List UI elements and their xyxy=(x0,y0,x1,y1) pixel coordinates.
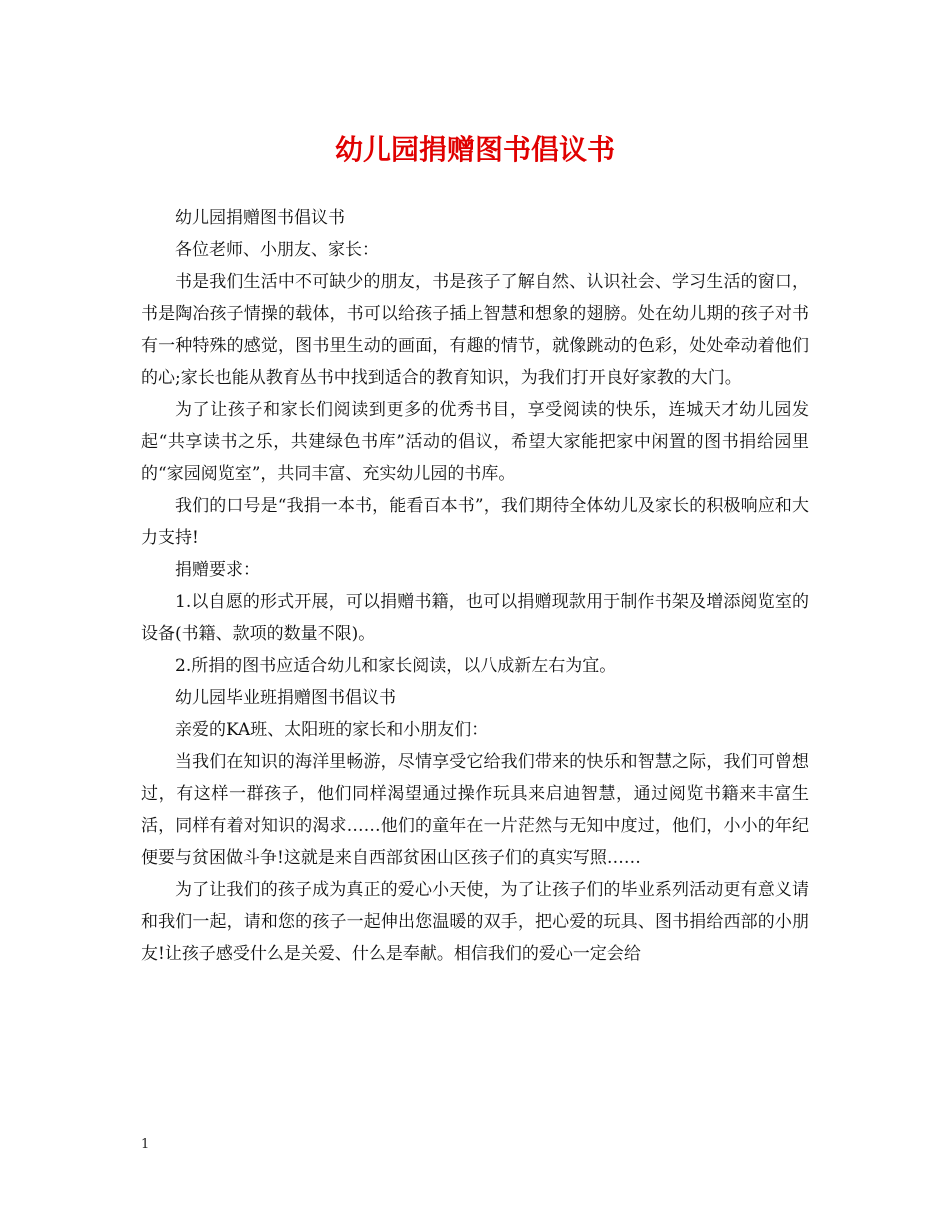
paragraph-initiative: 为了让孩子和家长们阅读到更多的优秀书目，享受阅读的快乐，连城天才幼儿园发起“共享读书之乐，共建绿色书库”活动的倡议，希望大家能把家中闲置的图书捐给园里的“家园阅览室”，共同丰富、充实幼儿园的书库。 xyxy=(141,400,809,484)
paragraph-second-salutation: 亲爱的KA班、太阳班的家长和小朋友们： xyxy=(175,720,489,740)
paragraph-requirements-heading: 捐赠要求： xyxy=(175,560,260,580)
page-number: 1 xyxy=(141,1137,150,1152)
paragraph-intro: 书是我们生活中不可缺少的朋友，书是孩子了解自然、认识社会、学习生活的窗口，书是陶冶孩子情操的载体，书可以给孩子插上智慧和想象的翅膀。处在幼儿期的孩子对书有一种特殊的感觉，图书里生动的画面，有趣的情节，就像跳动的色彩，处处牵动着他们的心;家长也能从教育丛书中找到适合的教育知识，为我们打开良好家教的大门。 xyxy=(141,272,809,388)
document-title: 幼儿园捐赠图书倡议书 xyxy=(334,133,615,166)
paragraph-slogan: 我们的口号是“我捐一本书，能看百本书”，我们期待全体幼儿及家长的积极响应和大力支持! xyxy=(141,496,809,548)
document-body xyxy=(141,202,809,970)
paragraph-call-to-action: 为了让我们的孩子成为真正的爱心小天使，为了让孩子们的毕业系列活动更有意义请和我们一起，请和您的孩子一起伸出您温暖的双手，把心爱的玩具、图书捐给西部的小朋友!让孩子感受什么是关爱、什么是奉献。相信我们的爱心一定会给 xyxy=(141,880,809,964)
paragraph-subtitle: 幼儿园捐赠图书倡议书 xyxy=(175,208,345,228)
paragraph-west-children: 当我们在知识的海洋里畅游，尽情享受它给我们带来的快乐和智慧之际，我们可曾想过，有这样一群孩子，他们同样渴望通过操作玩具来启迪智慧，通过阅览书籍来丰富生活，同样有着对知识的渴求……他们的童年在一片茫然与无知中度过，他们，小小的年纪便要与贫困做斗争!这就是来自西部贫困山区孩子们的真实写照…… xyxy=(141,752,809,868)
paragraph-requirement-2: 2.所捐的图书应适合幼儿和家长阅读，以八成新左右为宜。 xyxy=(175,656,617,676)
paragraph-salutation: 各位老师、小朋友、家长： xyxy=(175,240,379,260)
paragraph-requirement-1: 1.以自愿的形式开展，可以捐赠书籍，也可以捐赠现款用于制作书架及增添阅览室的设备(书籍、款项的数量不限)。 xyxy=(141,592,809,644)
paragraph-second-title: 幼儿园毕业班捐赠图书倡议书 xyxy=(175,688,396,708)
